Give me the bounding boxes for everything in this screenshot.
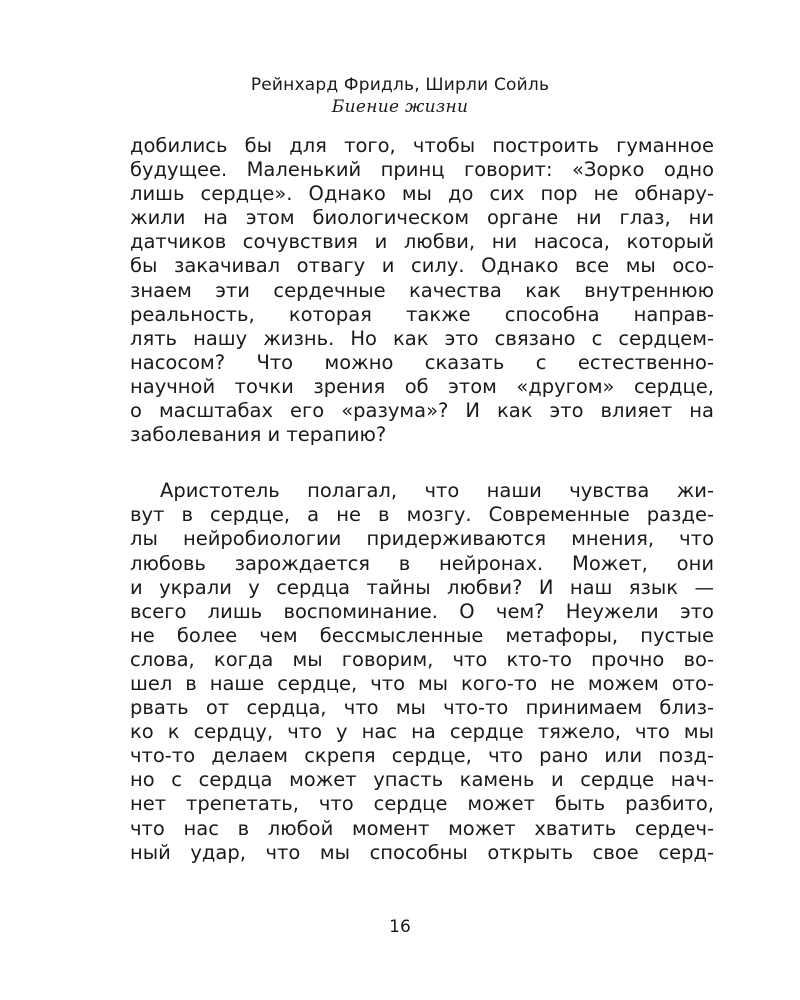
text-line: добились бы для того, чтобы построить гуманное — [130, 134, 714, 157]
text-line: не более чем бессмысленные метафоры, пустые — [130, 623, 714, 647]
text-line: рвать от сердца, что мы что-то принимаем близ- — [130, 696, 714, 720]
text-line: реальность, которая также способна направ- — [130, 302, 714, 326]
text-line: лять нашу жизнь. Но как это связано с сердцем- — [130, 326, 714, 350]
text-line: шел в наше сердце, что мы кого-то не можем ото- — [130, 671, 714, 695]
text-line: лишь сердце». Однако мы до сих пор не обнару- — [130, 182, 714, 206]
text-line: что нас в любой момент может хватить сердеч- — [130, 816, 714, 840]
text-line: будущее. Маленький принц говорит: «Зорко одно — [130, 158, 714, 182]
text-line: ко к сердцу, что у нас на сердце тяжело, что мы — [130, 720, 714, 744]
text-line: датчиков сочувствия и любви, ни насоса, который — [130, 230, 714, 254]
text-line: Аристотель полагал, что наши чувства жи- — [160, 479, 714, 503]
text-line: лы нейробиологии придерживаются мнения, что — [130, 527, 714, 551]
text-line: жили на этом биологическом органе ни глаз, ни — [130, 206, 714, 230]
paragraph-1 — [130, 134, 714, 447]
text-line: вут в сердце, а не в мозгу. Современные разде- — [130, 503, 714, 527]
text-line: нет трепетать, что сердце может быть разбито, — [130, 792, 714, 816]
text-line: и украли у сердца тайны любви? И наш язык — — [130, 575, 714, 599]
text-line: научной точки зрения об этом «другом» сердце, — [130, 374, 714, 398]
text-line: заболевания и терапию? — [130, 423, 387, 447]
text-line: знаем эти сердечные качества как внутреннюю — [130, 278, 714, 302]
text-line: бы закачивал отвагу и силу. Однако все мы осо- — [130, 254, 714, 278]
text-line: что-то делаем скрепя сердце, что рано или позд- — [130, 744, 714, 768]
page-number: 16 — [389, 917, 411, 937]
text-line: слова, когда мы говорим, что кто-то прочно во- — [130, 647, 714, 671]
header-book-title: Биение жизни — [331, 97, 469, 117]
text-line: ный удар, что мы способны открыть свое серд- — [130, 840, 714, 864]
paragraph-2 — [130, 479, 714, 865]
text-line: о масштабах его «разума»? И как это влияет на — [130, 399, 714, 423]
text-line: всего лишь воспоминание. О чем? Неужели это — [130, 599, 714, 623]
text-line: любовь зарождается в нейронах. Может, они — [130, 551, 714, 575]
page-body — [130, 134, 714, 865]
text-line: но с сердца может упасть камень и сердце нач- — [130, 768, 714, 792]
text-line: насосом? Что можно сказать с естественно- — [130, 350, 714, 374]
header-authors: Рейнхард Фридль, Ширли Сойль — [250, 75, 550, 95]
running-header — [0, 74, 800, 118]
